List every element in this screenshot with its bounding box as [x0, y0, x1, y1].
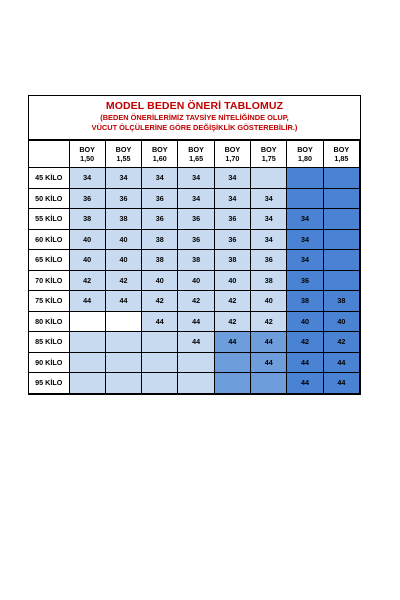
- size-cell: [69, 311, 105, 332]
- size-cell: 44: [105, 291, 141, 312]
- size-cell: 38: [69, 209, 105, 230]
- size-cell: [323, 209, 359, 230]
- height-header: [287, 141, 323, 168]
- weight-label: 65 KİLO: [29, 250, 69, 271]
- size-cell: 44: [323, 352, 359, 373]
- size-cell: 44: [178, 332, 214, 353]
- size-cell: [323, 188, 359, 209]
- table-row: [29, 250, 360, 271]
- size-cell: [142, 332, 178, 353]
- size-cell: 42: [142, 291, 178, 312]
- height-header-word: BOY: [151, 145, 168, 154]
- size-cell: 34: [287, 209, 323, 230]
- size-cell: [251, 168, 287, 189]
- size-cell: 40: [287, 311, 323, 332]
- size-cell: 38: [323, 291, 359, 312]
- size-cell: [323, 270, 359, 291]
- size-cell: 38: [105, 209, 141, 230]
- height-header: [69, 141, 105, 168]
- size-cell: 40: [178, 270, 214, 291]
- size-cell: 34: [287, 250, 323, 271]
- height-header: [251, 141, 287, 168]
- table-row: [29, 229, 360, 250]
- height-header-word: BOY: [333, 145, 350, 154]
- table-row: [29, 188, 360, 209]
- height-header-word: BOY: [115, 145, 132, 154]
- size-cell: 34: [142, 168, 178, 189]
- weight-label: 45 KİLO: [29, 168, 69, 189]
- size-cell: 36: [287, 270, 323, 291]
- size-cell: 34: [105, 168, 141, 189]
- size-cell: 42: [178, 291, 214, 312]
- size-cell: [142, 373, 178, 394]
- title-block: [29, 96, 360, 140]
- table-row: [29, 311, 360, 332]
- chart-subtitle-line2: VÜCUT ÖLÇÜLERİNE GÖRE DEĞİŞİKLİK GÖSTEREBİLİR.): [91, 123, 298, 132]
- size-cell: 34: [178, 188, 214, 209]
- header-row: [29, 141, 360, 168]
- height-header-value: 1,60: [152, 154, 167, 163]
- height-header-value: 1,55: [116, 154, 131, 163]
- size-cell: [214, 373, 250, 394]
- size-cell: 44: [214, 332, 250, 353]
- height-header: [142, 141, 178, 168]
- height-header-value: 1,65: [189, 154, 204, 163]
- size-cell: [69, 373, 105, 394]
- size-cell: 38: [214, 250, 250, 271]
- weight-label: 95 KİLO: [29, 373, 69, 394]
- size-cell: 38: [178, 250, 214, 271]
- size-cell: 40: [69, 229, 105, 250]
- size-cell: 36: [69, 188, 105, 209]
- size-table: [29, 140, 360, 394]
- size-cell: [105, 373, 141, 394]
- size-cell: 36: [214, 229, 250, 250]
- size-cell: 44: [287, 352, 323, 373]
- size-cell: 36: [214, 209, 250, 230]
- size-cell: 44: [251, 332, 287, 353]
- size-cell: 36: [251, 250, 287, 271]
- size-chart: [28, 95, 361, 395]
- height-header-word: BOY: [79, 145, 95, 154]
- table-row: [29, 270, 360, 291]
- size-cell: 36: [142, 188, 178, 209]
- size-cell: 42: [323, 332, 359, 353]
- size-cell: 44: [69, 291, 105, 312]
- size-cell: [323, 229, 359, 250]
- size-cell: 34: [214, 188, 250, 209]
- size-cell: [105, 332, 141, 353]
- weight-label: 60 KİLO: [29, 229, 69, 250]
- height-header-value: 1,85: [334, 154, 349, 163]
- size-cell: 40: [105, 229, 141, 250]
- height-header-word: BOY: [260, 145, 277, 154]
- size-cell: [69, 352, 105, 373]
- size-cell: 34: [178, 168, 214, 189]
- size-cell: [69, 332, 105, 353]
- size-cell: 40: [214, 270, 250, 291]
- height-header-word: BOY: [297, 145, 313, 154]
- size-cell: 36: [142, 209, 178, 230]
- size-cell: [323, 168, 359, 189]
- chart-title: MODEL BEDEN ÖNERİ TABLOMUZ: [105, 100, 284, 112]
- size-cell: [287, 188, 323, 209]
- size-cell: 44: [251, 352, 287, 373]
- table-row: [29, 209, 360, 230]
- table-row: [29, 291, 360, 312]
- height-header: [214, 141, 250, 168]
- height-header-word: BOY: [188, 145, 204, 154]
- size-cell: 34: [251, 229, 287, 250]
- size-cell: 42: [105, 270, 141, 291]
- size-cell: 40: [323, 311, 359, 332]
- corner-cell: [29, 141, 69, 168]
- size-cell: 42: [251, 311, 287, 332]
- weight-label: 70 KİLO: [29, 270, 69, 291]
- size-cell: 38: [251, 270, 287, 291]
- size-cell: [251, 373, 287, 394]
- height-header-value: 1,50: [80, 154, 95, 163]
- table-row: [29, 332, 360, 353]
- size-cell: 38: [142, 229, 178, 250]
- size-cell: 40: [69, 250, 105, 271]
- size-cell: [287, 168, 323, 189]
- size-cell: 34: [214, 168, 250, 189]
- height-header-value: 1,70: [225, 154, 240, 163]
- chart-subtitle-line1: (BEDEN ÖNERİLERİMİZ TAVSİYE NİTELİĞİNDE OLUP,: [100, 113, 289, 122]
- size-cell: 44: [142, 311, 178, 332]
- height-header-value: 1,80: [298, 154, 313, 163]
- size-cell: 38: [142, 250, 178, 271]
- size-cell: [142, 352, 178, 373]
- size-cell: 40: [105, 250, 141, 271]
- table-row: [29, 352, 360, 373]
- size-cell: 40: [142, 270, 178, 291]
- size-cell: 40: [251, 291, 287, 312]
- size-cell: [105, 311, 141, 332]
- size-cell: [178, 373, 214, 394]
- size-cell: 38: [287, 291, 323, 312]
- height-header: [323, 141, 359, 168]
- size-cell: 36: [178, 209, 214, 230]
- size-cell: [214, 352, 250, 373]
- size-cell: 34: [251, 188, 287, 209]
- size-cell: 44: [287, 373, 323, 394]
- size-cell: 42: [69, 270, 105, 291]
- size-cell: 36: [178, 229, 214, 250]
- size-cell: 42: [287, 332, 323, 353]
- height-header: [178, 141, 214, 168]
- size-cell: 34: [69, 168, 105, 189]
- size-cell: 42: [214, 311, 250, 332]
- size-cell: 44: [178, 311, 214, 332]
- size-cell: 34: [287, 229, 323, 250]
- table-row: [29, 373, 360, 394]
- weight-label: 85 KİLO: [29, 332, 69, 353]
- height-header: [105, 141, 141, 168]
- weight-label: 90 KİLO: [29, 352, 69, 373]
- size-cell: [105, 352, 141, 373]
- weight-label: 75 KİLO: [29, 291, 69, 312]
- size-cell: 36: [105, 188, 141, 209]
- weight-label: 55 KİLO: [29, 209, 69, 230]
- size-cell: 42: [214, 291, 250, 312]
- height-header-word: BOY: [224, 145, 241, 154]
- weight-label: 80 KİLO: [29, 311, 69, 332]
- weight-label: 50 KİLO: [29, 188, 69, 209]
- size-cell: 34: [251, 209, 287, 230]
- size-cell: [323, 250, 359, 271]
- table-row: [29, 168, 360, 189]
- size-cell: 44: [323, 373, 359, 394]
- size-cell: [178, 352, 214, 373]
- height-header-value: 1,75: [261, 154, 276, 163]
